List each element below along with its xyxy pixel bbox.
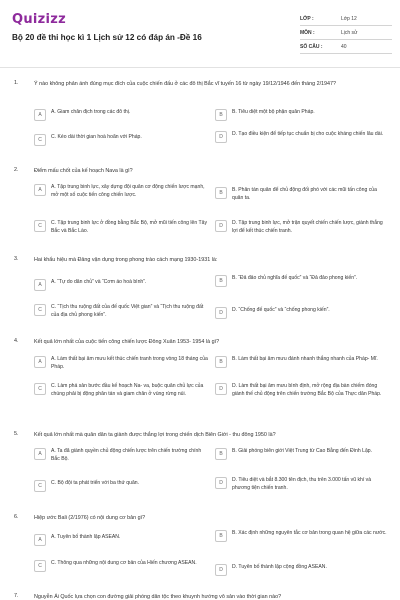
- option-text: D. Làm thất bại âm mưu bình định, mở rộng địa bàn chiếm đóng giành thế chủ động trên chiến trường Bắc Bộ của Thực dân Pháp.: [232, 383, 382, 397]
- option-c[interactable]: [34, 134, 209, 146]
- option-a[interactable]: [34, 184, 209, 199]
- option-text: B. Phân tán quân để chủ động đối phó với các mũi tấn công của quân ta.: [232, 187, 377, 201]
- question-text: Ý nào không phản ánh đúng mục đích của cuộc chiến đấu ở các đô thị Bắc vĩ tuyến 16 từ ngày 19/12/1946 đến tháng 2/1947?: [34, 81, 337, 87]
- option-c[interactable]: [34, 480, 209, 492]
- option-b[interactable]: [215, 356, 387, 368]
- option-c[interactable]: [34, 560, 209, 572]
- document-title: Bộ 20 đề thi học kì 1 Lịch sử 12 có đáp án -Đề 16: [12, 33, 202, 42]
- question-number: 4.: [14, 338, 19, 344]
- question-number: 7.: [14, 593, 19, 599]
- option-text: D. Tạo điều kiện để tiếp tục chuẩn bị cho cuộc kháng chiến lâu dài.: [232, 131, 384, 137]
- option-letter-box: C: [34, 480, 46, 492]
- option-letter-box: D: [215, 131, 227, 143]
- option-d[interactable]: [215, 477, 387, 492]
- option-text: B. “Đả đảo chủ nghĩa đế quốc” và “Đả đảo phong kiến”.: [232, 275, 358, 281]
- option-b[interactable]: [215, 275, 387, 287]
- option-text: C. Thông qua những nội dung cơ bản của Hiến chương ASEAN.: [51, 560, 197, 566]
- option-letter-box: D: [215, 477, 227, 489]
- option-d[interactable]: [215, 131, 387, 143]
- question-text: Kết quả lớn nhất mà quân dân ta giành được thắng lợi trong chiến dịch Biên Giới - thu đông 1950 là?: [34, 432, 276, 438]
- question-text: Hiệp ước Bali (2/1976) có nội dung cơ bản gì?: [34, 515, 146, 521]
- question-text: Hai khẩu hiệu mà Đảng vận dụng trong phong trào cách mạng 1930-1931 là:: [34, 257, 218, 263]
- option-text: C. Tập trung binh lực ở đồng bằng Bắc Bộ, mở mũi tiến công lên Tây Bắc và Bắc Lào.: [51, 220, 208, 234]
- option-d[interactable]: [215, 307, 387, 319]
- option-b[interactable]: [215, 530, 387, 542]
- option-letter-box: A: [34, 279, 46, 291]
- option-text: D. Tuyên bố thành lập cộng đồng ASEAN.: [232, 564, 327, 570]
- option-text: C. Bộ đội ta phát triển với ba thứ quân.: [51, 480, 140, 486]
- option-text: B. Xác định những nguyên tắc cơ bản trong quan hệ giữa các nước.: [232, 530, 387, 536]
- option-a[interactable]: [34, 279, 209, 291]
- option-text: B. Tiêu diệt một bộ phận quân Pháp.: [232, 109, 315, 115]
- option-text: B. Giải phóng biên giới Việt Trung từ Cao Bằng đến Đình Lập.: [232, 448, 373, 454]
- option-letter-box: C: [34, 220, 46, 232]
- option-letter-box: B: [215, 275, 227, 287]
- meta-label: SỐ CÂU :: [300, 43, 323, 50]
- quizizz-logo[interactable]: Quizizz: [12, 12, 67, 27]
- option-text: C. “Tịch thu ruộng đất của đế quốc Việt gian” và “Tịch thu ruộng đất của địa chủ phong kiến”.: [51, 304, 204, 318]
- option-text: C. Làm phá sản bước đầu kế hoạch Na- va, buộc quân chủ lực của chúng phải bị động phân tán và giam chân ở vùng rừng núi.: [51, 383, 204, 397]
- question-text: Nguyễn Ái Quốc lựa chọn con đường giải phóng dân tộc theo khuynh hướng vô sản vào thời gian nào?: [34, 594, 282, 600]
- option-text: C. Kéo dài thời gian hoà hoãn với Pháp.: [51, 134, 142, 140]
- question-number: 3.: [14, 256, 19, 262]
- option-letter-box: B: [215, 187, 227, 199]
- option-letter-box: C: [34, 304, 46, 316]
- option-letter-box: B: [215, 530, 227, 542]
- option-text: D. “Chống đế quốc” và “chống phong kiến”.: [232, 307, 330, 313]
- meta-value: Lịch sử: [341, 29, 358, 36]
- option-letter-box: A: [34, 534, 46, 546]
- question-text: Kết quả lớn nhất của cuộc tiến công chiến lược Đông Xuân 1953- 1954 là gì?: [34, 339, 220, 345]
- meta-value: Lớp 12: [341, 15, 357, 22]
- option-letter-box: D: [215, 220, 227, 232]
- option-d[interactable]: [215, 383, 387, 398]
- meta-value: 40: [341, 43, 347, 50]
- option-text: A. “Tự do dân chủ” và “Cơm áo hoà bình”.: [51, 279, 147, 285]
- option-letter-box: A: [34, 109, 46, 121]
- option-a[interactable]: [34, 109, 209, 121]
- option-text: A. Tuyên bố thành lập ASEAN.: [51, 534, 121, 540]
- option-letter-box: D: [215, 564, 227, 576]
- option-text: B. Làm thất bại âm mưu đánh nhanh thắng nhanh của Pháp- Mĩ.: [232, 356, 378, 362]
- option-d[interactable]: [215, 220, 387, 235]
- option-text: D. Tiêu diệt và bắt 8.300 tên địch, thu trên 3.000 tấn vũ khí và phương tiện chiến tranh.: [232, 477, 372, 491]
- option-letter-box: C: [34, 383, 46, 395]
- option-letter-box: B: [215, 356, 227, 368]
- option-letter-box: A: [34, 356, 46, 368]
- option-letter-box: A: [34, 448, 46, 460]
- question-text: Điểm mấu chốt của kế hoạch Nava là gì?: [34, 168, 133, 174]
- option-c[interactable]: [34, 383, 209, 398]
- option-letter-box: C: [34, 134, 46, 146]
- question-number: 1.: [14, 80, 19, 86]
- option-letter-box: B: [215, 109, 227, 121]
- option-text: D. Tập trung binh lực, mở trận quyết chiến chiến lược, giành thắng lợi để kết thúc chiến tranh.: [232, 220, 383, 234]
- option-a[interactable]: [34, 356, 209, 371]
- option-letter-box: D: [215, 383, 227, 395]
- option-text: A. Tập trung binh lực, xây dựng đội quân cơ động chiến lược mạnh, mở một số cuộc tiến công chiến lược.: [51, 184, 205, 198]
- option-d[interactable]: [215, 564, 387, 576]
- question-number: 2.: [14, 167, 19, 173]
- option-b[interactable]: [215, 448, 387, 460]
- option-letter-box: D: [215, 307, 227, 319]
- meta-label: LỚP :: [300, 15, 314, 22]
- option-a[interactable]: [34, 534, 209, 546]
- option-text: A. Giam chân địch trong các đô thị.: [51, 109, 131, 115]
- option-c[interactable]: [34, 304, 209, 319]
- question-number: 6.: [14, 514, 19, 520]
- option-text: A. Làm thất bại âm mưu kết thúc chiến tranh trong vòng 18 tháng của Pháp.: [51, 356, 208, 370]
- option-b[interactable]: [215, 109, 387, 121]
- option-letter-box: C: [34, 560, 46, 572]
- option-c[interactable]: [34, 220, 209, 235]
- option-letter-box: B: [215, 448, 227, 460]
- option-b[interactable]: [215, 187, 387, 202]
- option-text: A. Ta đã giành quyền chủ động chiến lược trên chiến trường chính Bắc Bộ.: [51, 448, 202, 462]
- option-letter-box: A: [34, 184, 46, 196]
- question-number: 5.: [14, 431, 19, 437]
- meta-label: MÔN :: [300, 29, 315, 36]
- option-a[interactable]: [34, 448, 209, 463]
